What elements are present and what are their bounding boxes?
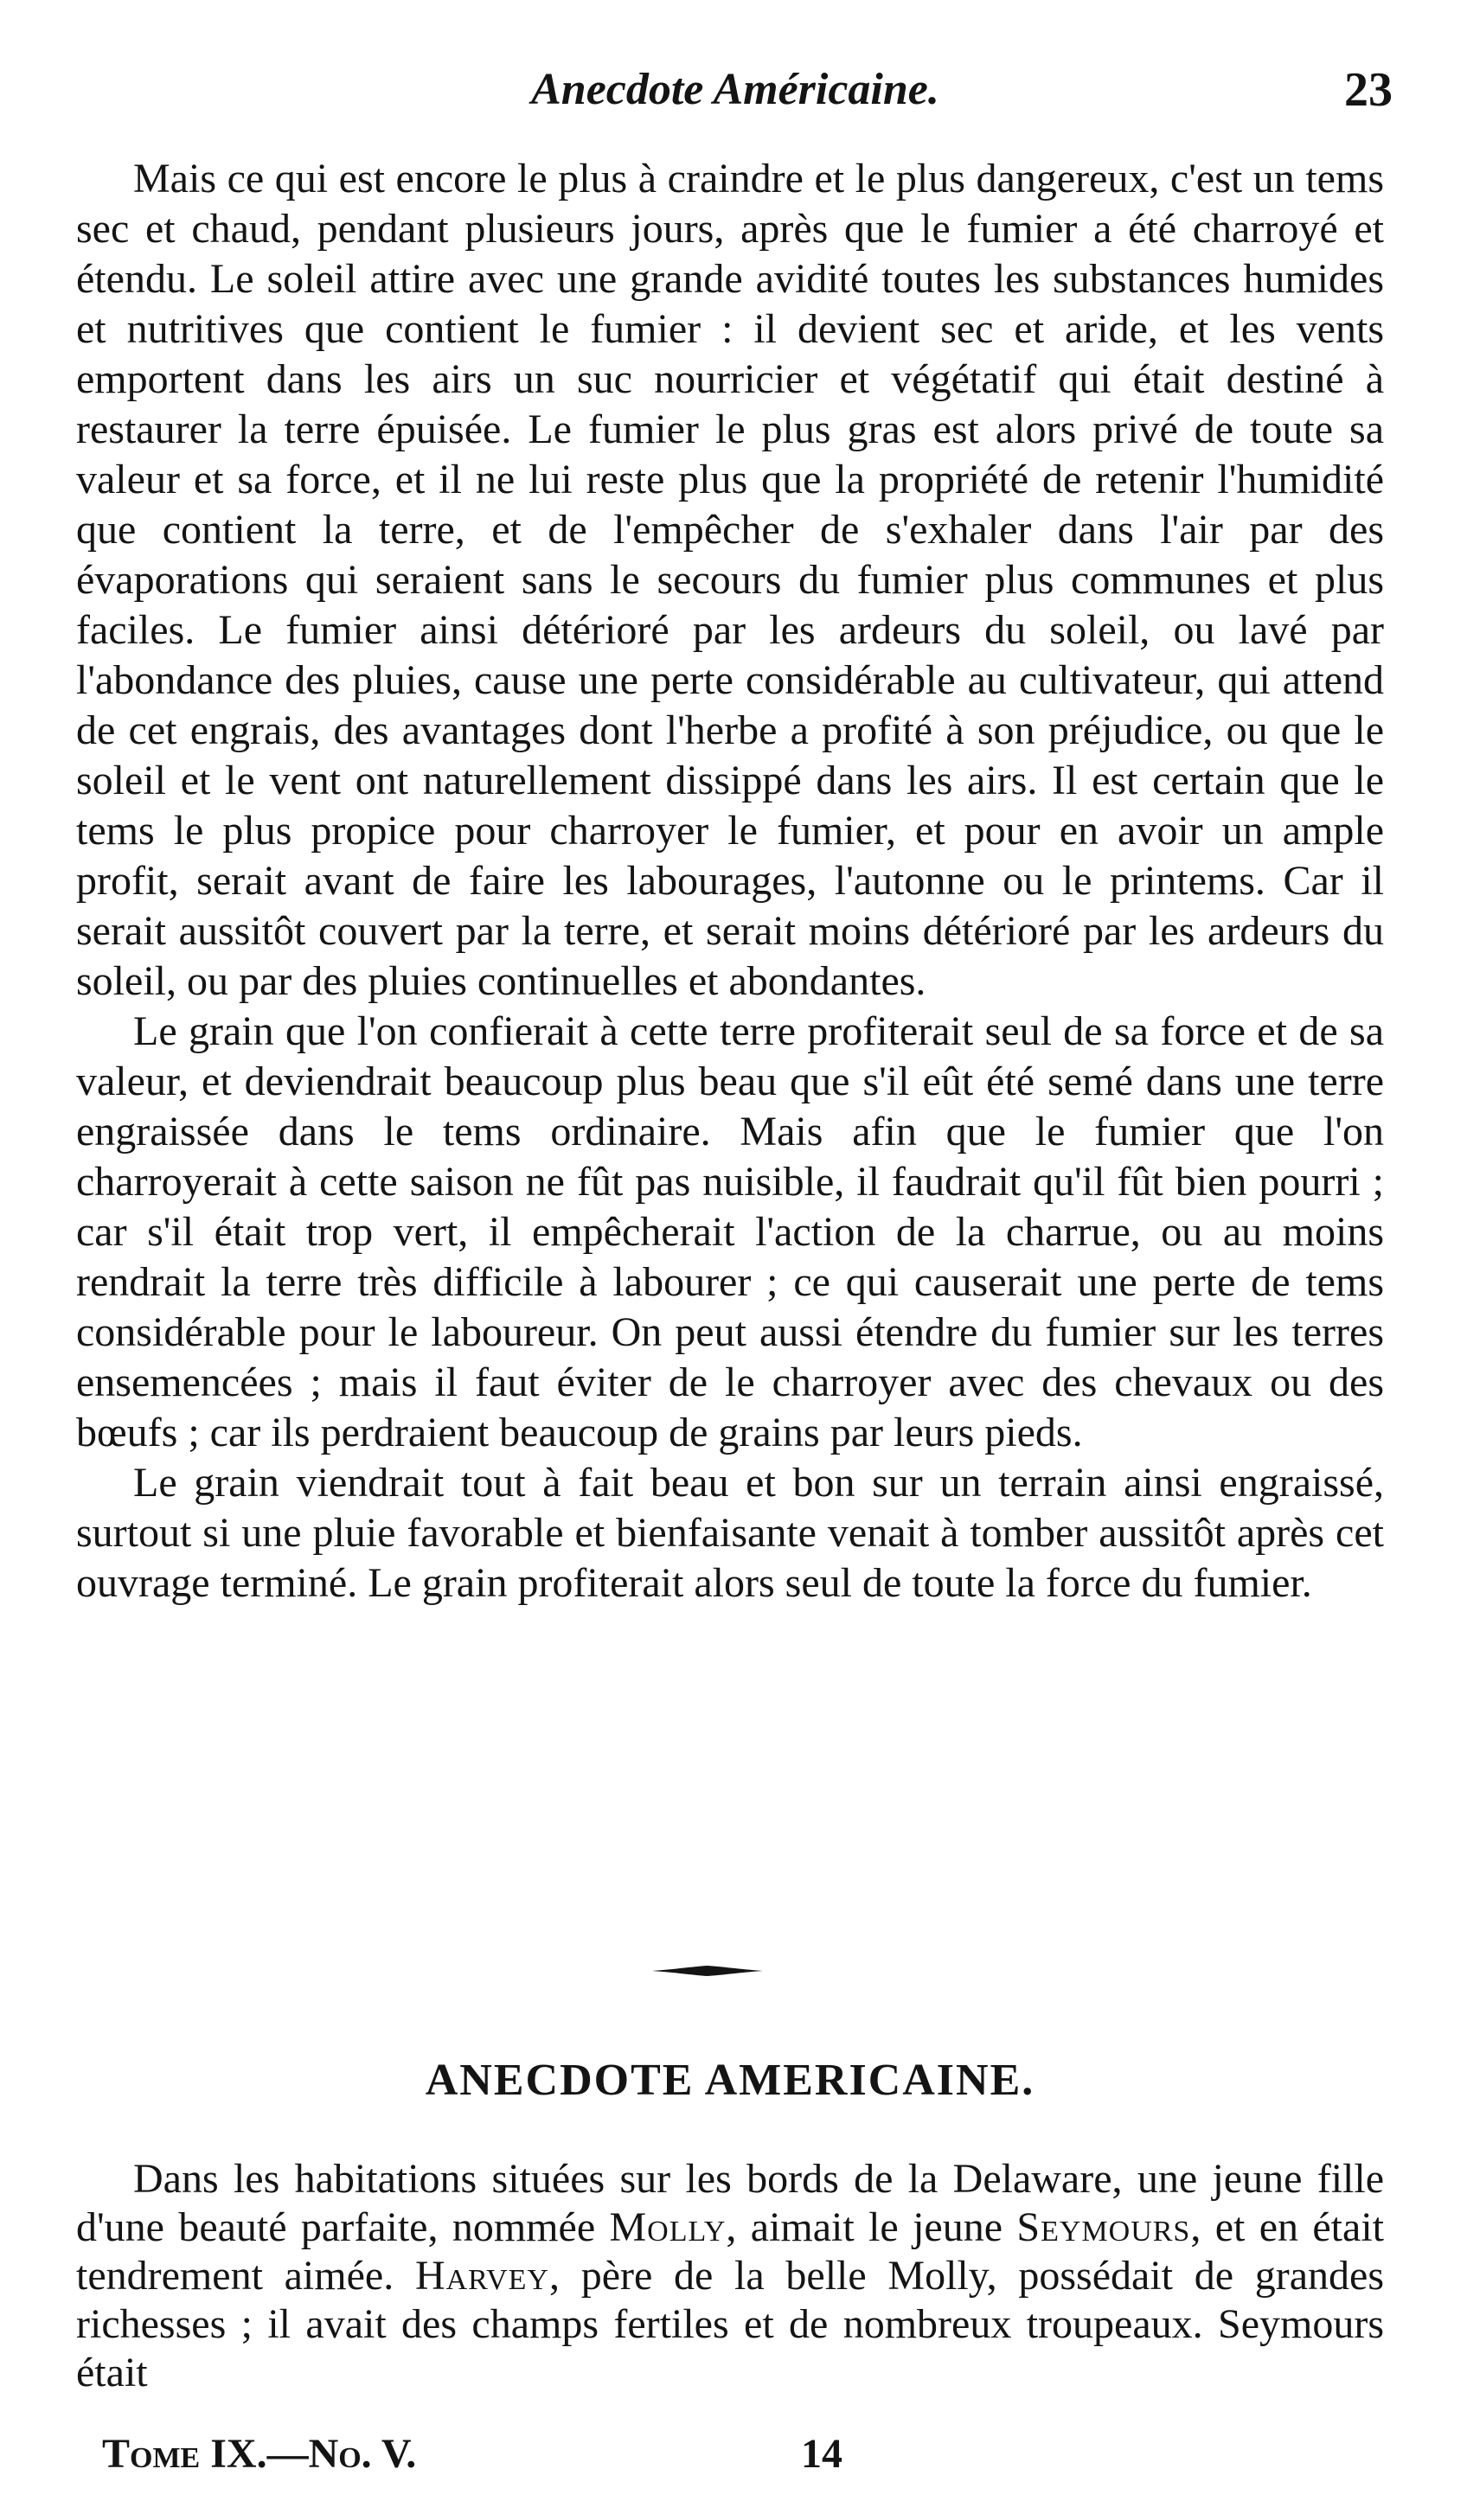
section-heading: ANECDOTE AMERICAINE. bbox=[425, 2056, 1035, 2105]
main-text bbox=[76, 154, 1384, 1609]
anecdote-paragraph bbox=[76, 2155, 1384, 2397]
ornament-rule bbox=[650, 1961, 765, 1980]
anecdote-text-start: Dans les habitations situées sur les bords de la Delaware, une jeune fille d'une beauté parfaite, nommée bbox=[76, 2156, 1384, 2250]
anecdote-text-end: , père de la belle Molly, possédait de grandes richesses ; il avait des champs fertiles et de nombreux troupeaux. Seymours était bbox=[76, 2253, 1384, 2395]
name-seymours: Seymours bbox=[1016, 2204, 1191, 2250]
anecdote-text-after-molly: , aimait le jeune bbox=[726, 2204, 1017, 2250]
anecdote-text-after-seymours: , et en était tendrement aimée. bbox=[76, 2204, 1384, 2299]
paragraph-2: Le grain que l'on confierait à cette terre profiterait seul de sa force et de sa valeur, et deviendrait beaucoup plus beau que s'il eût été semé dans une terre engraissée dans le tems ordinaire. Mais afin que le fumier que l'on charroyerait à cette saison ne fût pas nuisible, il faudrait qu'il fût bien pourri ; car s'il était trop vert, il empêcherait l'action de la charrue, ou au moins rendrait la terre très difficile à labourer ; ce qui causerait une perte de tems considérable pour le laboureur. On peut aussi étendre du fumier sur les terres ensemencées ; mais il faut éviter de le charroyer avec des chevaux ou des bœufs ; car ils perdraient beaucoup de grains par leurs pieds. bbox=[76, 1008, 1384, 1455]
name-harvey: Harvey bbox=[414, 2253, 549, 2299]
signature-number: 14 bbox=[801, 2431, 842, 2477]
running-head bbox=[78, 55, 1393, 125]
paragraph-3: Le grain viendrait tout à fait beau et bon sur un terrain ainsi engraissé, surtout si une pluie favorable et bienfaisante venait à tomber aussitôt après cet ouvrage terminé. Le grain profiterait alors seul de toute la force du fumier. bbox=[76, 1460, 1384, 1606]
paragraph-1: Mais ce qui est encore le plus à craindre et le plus dangereux, c'est un tems sec et chaud, pendant plusieurs jours, après que le fumier a été charroyé et étendu. Le soleil attire avec une grande avidité toutes les substances humides et nutritives que contient le fumier : il devient sec et aride, et les vents emportent dans les airs un suc nourricier et végétatif qui était destiné à restaurer la terre épuisée. Le fumier le plus gras est alors privé de toute sa valeur et sa force, et il ne lui reste plus que la propriété de retenir l'humidité que contient la terre, et de l'empêcher de s'exhaler dans l'air par des évaporations qui seraient sans le secours du fumier plus communes et plus faciles. Le fumier ainsi détérioré par les ardeurs du soleil, ou lavé par l'abondance des pluies, cause une perte considérable au cultivateur, qui attend de cet engrais, des avantages dont l'herbe a profité à son préjudice, ou que le soleil et le vent ont naturellement dissippé dans les airs. Il est certain que le tems le plus propice pour charroyer le fumier, et pour en avoir un ample profit, serait avant de faire les labourages, l'autonne ou le printems. Car il serait aussitôt couvert par la terre, et serait moins détérioré par les ardeurs du soleil, ou par des pluies continuelles et abondantes. bbox=[76, 156, 1384, 1004]
running-title: Anecdote Américaine. bbox=[531, 65, 939, 114]
page-footer bbox=[76, 2427, 1384, 2482]
anecdote-text bbox=[76, 2155, 1384, 2397]
name-molly: Molly bbox=[609, 2204, 727, 2250]
signature-mark: Tome IX.—No. V. bbox=[102, 2431, 417, 2477]
page-number: 23 bbox=[1344, 63, 1393, 117]
